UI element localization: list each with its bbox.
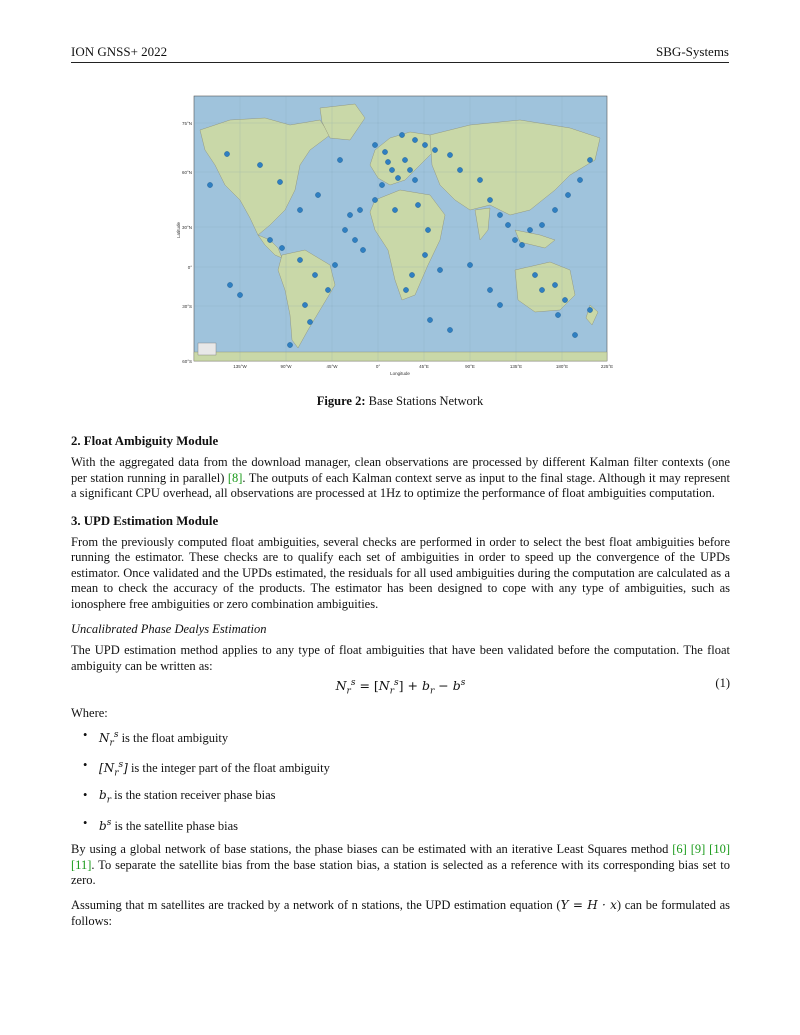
map-scale-box <box>198 343 216 355</box>
caption-label: Figure 2: <box>316 394 366 408</box>
station-marker <box>279 245 284 250</box>
list-item-text: is the float ambiguity <box>118 730 229 745</box>
lat-tick-30s: 30°S <box>182 304 192 309</box>
station-marker <box>539 287 544 292</box>
station-marker <box>224 151 229 156</box>
text-run: ) can be formulated as follows: <box>71 898 731 928</box>
caption-text: Base Stations Network <box>368 394 484 408</box>
station-marker <box>332 262 337 267</box>
station-marker <box>587 307 592 312</box>
station-marker <box>385 159 390 164</box>
text-run: With the aggregated data from the download manager, clean observations are processed by different Kalman filter contexts (one per station running in parallel) <box>71 455 730 485</box>
paragraph <box>71 842 730 888</box>
station-marker <box>207 182 212 187</box>
bias-list <box>71 728 730 835</box>
station-marker <box>505 222 510 227</box>
header-company: SBG-Systems <box>656 44 729 59</box>
station-marker <box>357 207 362 212</box>
station-marker <box>412 137 417 142</box>
station-marker <box>422 252 427 257</box>
station-marker <box>555 312 560 317</box>
text-run: . To separate the satellite bias from the base station bias, a station is selected as a reference with its corresponding bias set to zero. <box>71 857 730 888</box>
lon-tick-5: 90°E <box>465 364 475 369</box>
station-marker <box>487 197 492 202</box>
station-marker <box>372 197 377 202</box>
station-marker <box>267 237 272 242</box>
lat-tick-30n: 30°N <box>181 225 192 230</box>
station-marker <box>395 175 400 180</box>
station-marker <box>407 167 412 172</box>
page-header <box>71 44 729 63</box>
station-marker <box>562 297 567 302</box>
station-marker <box>389 167 394 172</box>
station-marker <box>527 227 532 232</box>
station-marker <box>227 282 232 287</box>
station-marker <box>519 242 524 247</box>
station-marker <box>257 162 262 167</box>
lon-tick-8: 225°E <box>600 364 614 369</box>
citation-link[interactable]: [8] <box>227 470 243 485</box>
station-marker <box>312 272 317 277</box>
lon-tick-3: 0° <box>375 364 381 369</box>
lon-tick-4: 45°E <box>419 364 429 369</box>
header-conference: ION GNSS+ 2022 <box>71 44 168 59</box>
station-marker <box>372 142 377 147</box>
list-item-text: is the integer part of the float ambiguity <box>127 761 330 776</box>
station-marker <box>379 182 384 187</box>
station-marker <box>277 179 282 184</box>
lat-tick-75n: 75°N <box>181 121 192 126</box>
section-heading: 2. Float Ambiguity Module <box>71 434 219 448</box>
station-marker <box>427 317 432 322</box>
list-item: • $[N_r^s]$ is the integer part of the float ambiguity <box>89 758 730 782</box>
subsection-heading: Uncalibrated Phase Dealys Estimation <box>71 622 267 637</box>
text-run: . The outputs of each Kalman context serve as input to the final stage. Although it may represent a significant CPU overhead, all observations are processed at 1Hz to optimize the performance of float ambiguities computation. <box>71 470 730 501</box>
station-marker <box>337 157 342 162</box>
list-item-text: is the station receiver phase bias <box>111 788 276 803</box>
station-marker <box>382 149 387 154</box>
station-marker <box>399 132 404 137</box>
station-marker <box>512 237 517 242</box>
station-marker <box>392 207 397 212</box>
base-stations-map <box>170 90 620 380</box>
station-marker <box>402 157 407 162</box>
list-item-text: is the satellite phase bias <box>111 818 239 833</box>
station-marker <box>315 192 320 197</box>
station-marker <box>437 267 442 272</box>
station-marker <box>539 222 544 227</box>
map-ylabel: Latitude <box>176 221 181 239</box>
citation-link[interactable]: [9] <box>690 842 706 857</box>
station-marker <box>409 272 414 277</box>
figure-caption <box>0 394 800 409</box>
lon-tick-0: 135°W <box>233 364 247 369</box>
list-item: • $b^s$ is the satellite phase bias <box>89 816 730 834</box>
equation-1 <box>71 674 730 696</box>
station-marker <box>532 272 537 277</box>
paragraph <box>71 455 730 501</box>
section-float-ambiguity <box>71 434 730 502</box>
lon-tick-6: 135°E <box>509 364 523 369</box>
station-marker <box>307 319 312 324</box>
paragraph: From the previously computed float ambiguities, several checks are performed in order to select the best float ambiguities before running the estimator. These checks are to qualify each set of ambiguities in order to speed up the convergence of the UPDs estimator. Once validated and the UPDs estimated, the residuals for all used ambiguities during the computation are calculated as a mean to check the accuracy of the products. The estimator has been designed to cope with any type of ambiguities, such as ionosphere free ambiguities or zero combination ambiguities. <box>71 535 730 611</box>
station-marker <box>297 257 302 262</box>
station-marker <box>360 247 365 252</box>
paragraph: The UPD estimation method applies to any type of float ambiguities that have been validated before the computation. The float ambiguity can be written as: <box>71 643 730 673</box>
station-marker <box>325 287 330 292</box>
citation-link[interactable]: [11] <box>71 857 92 872</box>
list-item: • $b_r$ is the station receiver phase bias <box>89 788 730 809</box>
station-marker <box>447 152 452 157</box>
station-marker <box>342 227 347 232</box>
station-marker <box>302 302 307 307</box>
lon-tick-1: 90°W <box>280 364 292 369</box>
section-heading: 3. UPD Estimation Module <box>71 513 219 528</box>
paragraph: Assuming that m satellites are tracked by a network of n stations, the UPD estimation equation (Y = H · x) can be formulated as follows: <box>71 898 731 928</box>
section-upd-estimation <box>71 514 730 930</box>
station-marker <box>497 302 502 307</box>
station-marker <box>432 147 437 152</box>
station-marker <box>297 207 302 212</box>
lon-tick-7: 180°E <box>555 364 569 369</box>
station-marker <box>572 332 577 337</box>
station-marker <box>497 212 502 217</box>
station-marker <box>237 292 242 297</box>
equation-body: $N_r^s = [N_r^s] + b_r - b^s$ <box>335 678 466 697</box>
station-marker <box>352 237 357 242</box>
station-marker <box>412 177 417 182</box>
map-xlabel: Longitude <box>390 371 410 376</box>
list-item: • $N_r^s$ is the float ambiguity <box>89 728 730 752</box>
lat-tick-60s: 60°S <box>182 359 192 364</box>
station-marker <box>467 262 472 267</box>
equation-number: (1) <box>715 676 730 691</box>
lat-tick-60n: 60°N <box>181 170 192 175</box>
text-run: Assuming that m satellites are tracked by a network of n stations, the UPD estimation equation ( <box>71 898 561 913</box>
station-marker <box>425 227 430 232</box>
station-marker <box>457 167 462 172</box>
station-marker <box>565 192 570 197</box>
station-marker <box>577 177 582 182</box>
station-marker <box>422 142 427 147</box>
station-marker <box>552 282 557 287</box>
station-marker <box>487 287 492 292</box>
world-map-figure <box>170 90 620 380</box>
station-marker <box>403 287 408 292</box>
lon-tick-2: 45°W <box>326 364 338 369</box>
citation-link[interactable]: [10] <box>709 842 730 857</box>
station-marker <box>477 177 482 182</box>
lat-tick-0: 0° <box>187 265 192 270</box>
text-run: By using a global network of base stations, the phase biases can be estimated with an iterative Least Squares method <box>71 842 673 857</box>
station-marker <box>587 157 592 162</box>
station-marker <box>347 212 352 217</box>
station-marker <box>552 207 557 212</box>
citation-link[interactable]: [6] <box>672 842 687 857</box>
where-label: Where: <box>71 706 108 721</box>
station-marker <box>447 327 452 332</box>
station-marker <box>287 342 292 347</box>
station-marker <box>415 202 420 207</box>
main-text <box>71 434 730 941</box>
